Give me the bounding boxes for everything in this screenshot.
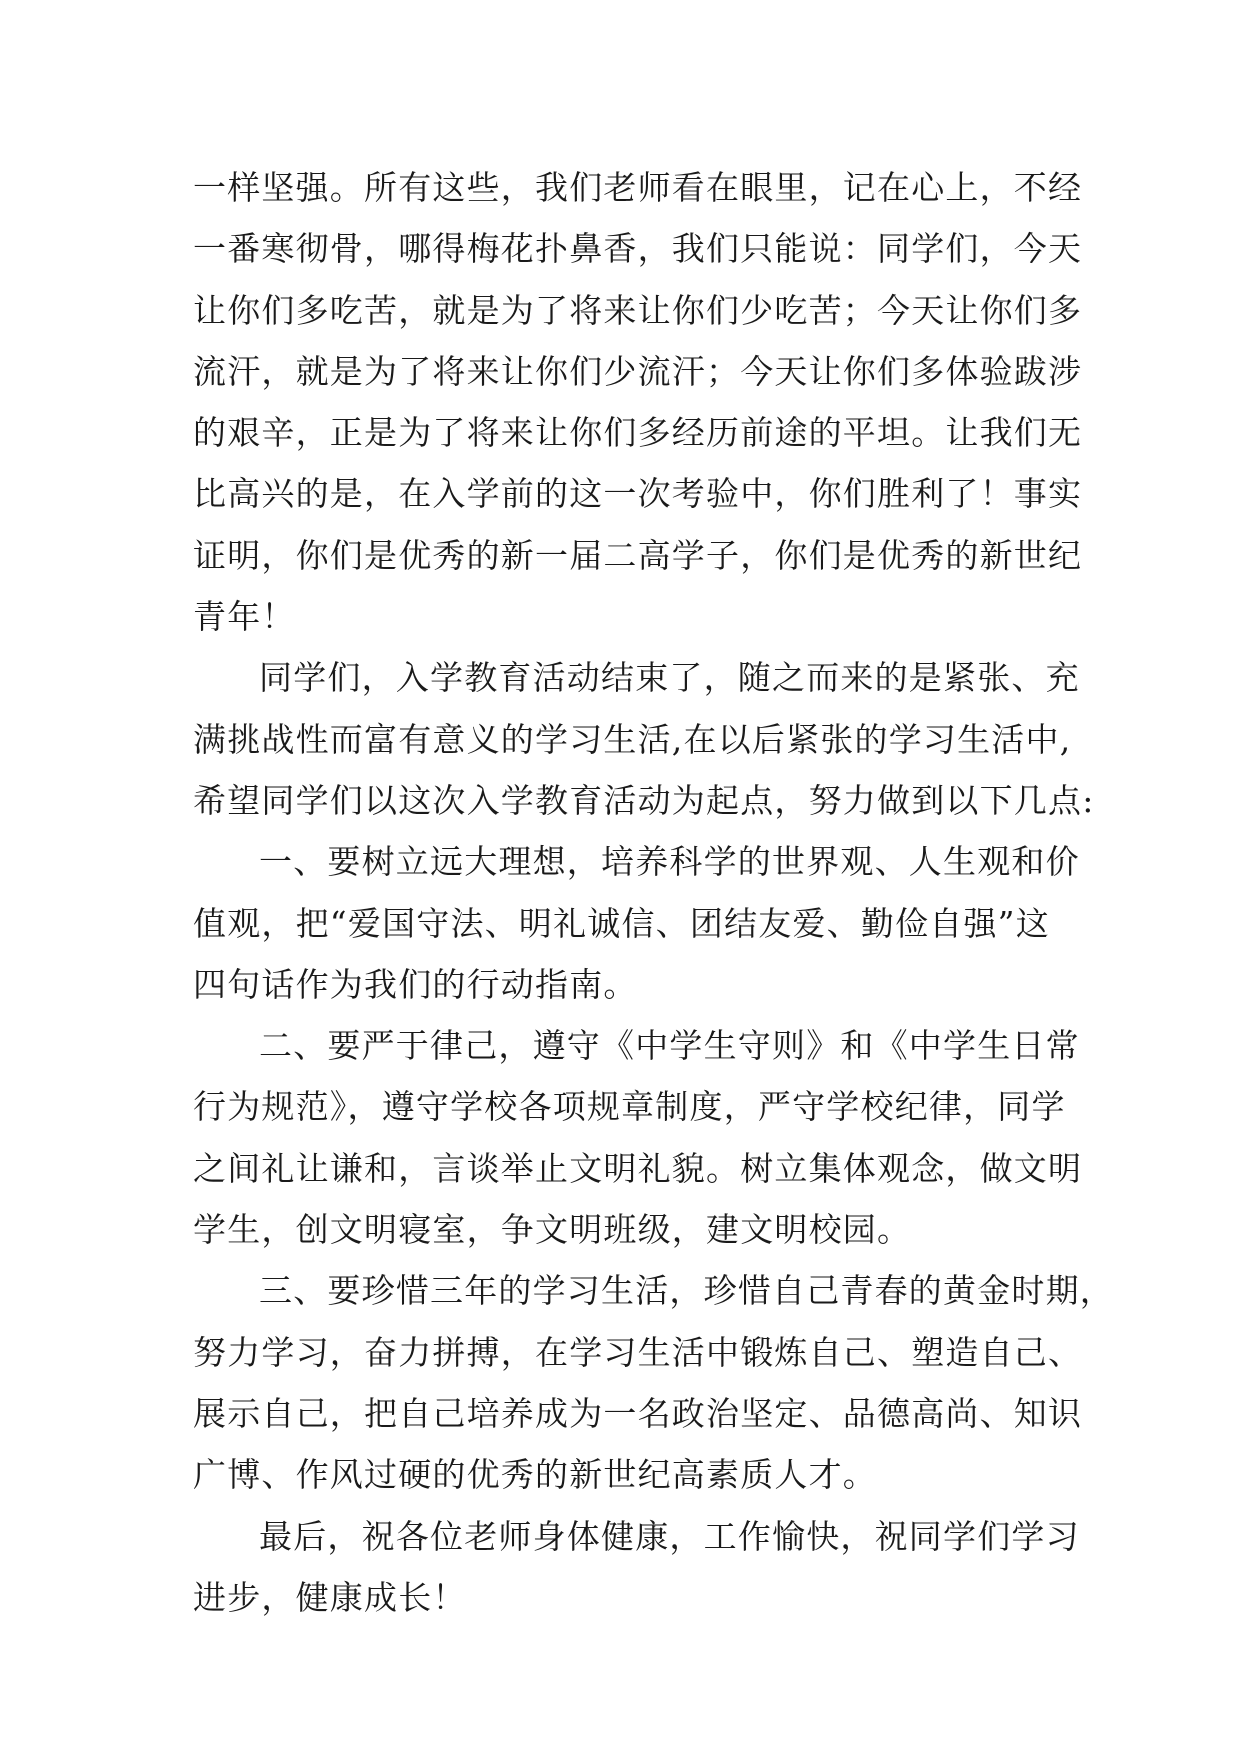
text-line: 一番寒彻骨，哪得梅花扑鼻香，我们只能说：同学们，今天 xyxy=(193,229,1083,269)
text-line: 之间礼让谦和，言谈举止文明礼貌。树立集体观念，做文明 xyxy=(193,1148,1083,1188)
text-line: 进步，健康成长！ xyxy=(193,1577,467,1617)
text-line: 比高兴的是，在入学前的这一次考验中，你们胜利了！事实 xyxy=(193,474,1083,514)
document-body xyxy=(193,157,1114,1628)
text-line: 证明，你们是优秀的新一届二高学子，你们是优秀的新世纪 xyxy=(193,535,1083,575)
text-line: 四句话作为我们的行动指南。 xyxy=(193,964,638,1004)
text-line: 学生，创文明寝室，争文明班级，建文明校园。 xyxy=(193,1210,912,1250)
paragraph-start-line: 二、要严于律己，遵守《中学生守则》和《中学生日常 xyxy=(259,1026,1080,1066)
text-line: 青年！ xyxy=(193,597,296,637)
paragraph-start-line: 最后，祝各位老师身体健康，工作愉快，祝同学们学习 xyxy=(259,1516,1080,1556)
paragraph-start-line: 三、要珍惜三年的学习生活，珍惜自己青春的黄金时期， xyxy=(259,1271,1114,1311)
paragraph-start-line: 一、要树立远大理想，培养科学的世界观、人生观和价 xyxy=(259,842,1080,882)
text-line: 希望同学们以这次入学教育活动为起点，努力做到以下几点: xyxy=(193,780,1095,820)
text-line: 让你们多吃苦，就是为了将来让你们少吃苦；今天让你们多 xyxy=(193,290,1083,330)
text-line: 满挑战性而富有意义的学习生活,在以后紧张的学习生活中, xyxy=(193,719,1072,759)
text-line: 行为规范》，遵守学校各项规章制度，严守学校纪律，同学 xyxy=(193,1087,1066,1127)
paragraph-start-line: 同学们，入学教育活动结束了，随之而来的是紧张、充 xyxy=(259,658,1080,698)
text-line: 值观，把“爱国守法、明礼诚信、团结友爱、勤俭自强”这 xyxy=(193,903,1050,943)
text-line: 广博、作风过硬的优秀的新世纪高素质人才。 xyxy=(193,1455,877,1495)
text-line: 一样坚强。所有这些，我们老师看在眼里，记在心上，不经 xyxy=(193,168,1083,207)
text-line: 的艰辛，正是为了将来让你们多经历前途的平坦。让我们无 xyxy=(193,413,1083,453)
text-line: 努力学习，奋力拼搏，在学习生活中锻炼自己、塑造自己、 xyxy=(193,1332,1083,1372)
text-line: 流汗，就是为了将来让你们少流汗；今天让你们多体验跋涉 xyxy=(193,351,1083,391)
text-line: 展示自己，把自己培养成为一名政治坚定、品德高尚、知识 xyxy=(193,1393,1083,1433)
